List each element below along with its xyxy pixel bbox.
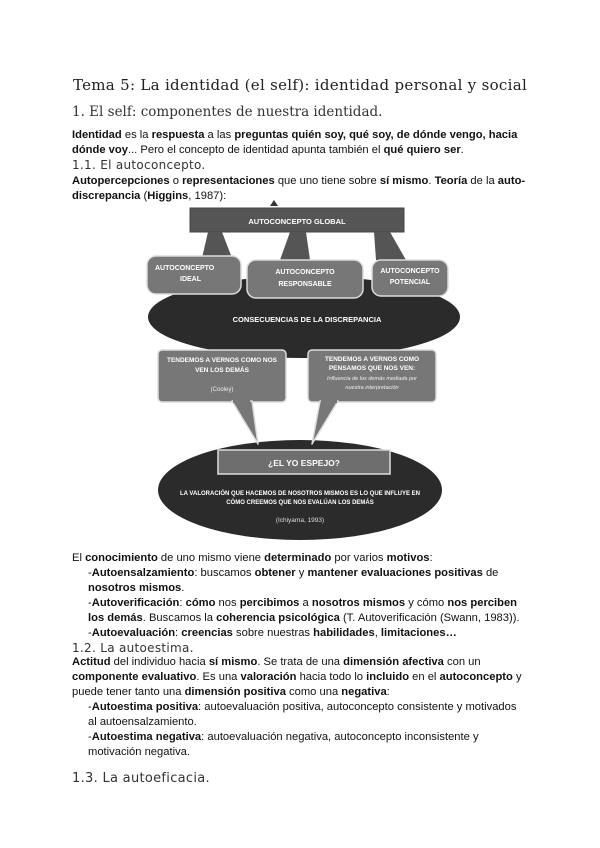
svg-text:(Ichiyama, 1993): (Ichiyama, 1993) (275, 517, 325, 524)
svg-text:Influencia de los demás mediad: Influencia de los demás mediada por (327, 376, 417, 382)
svg-text:AUTOCONCEPTO: AUTOCONCEPTO (155, 265, 215, 272)
discrepancy-diagram (140, 200, 460, 545)
subheading-autoeficacia: 1.3. La autoeficacia. (72, 771, 210, 786)
text-line: El conocimiento de uno mismo viene determinado por varios motivos: (72, 552, 433, 564)
consequences-label: CONSECUENCIAS DE LA DISCREPANCIA (232, 315, 382, 324)
box-potencial (372, 260, 448, 296)
text-line: Identidad es la respuesta a las preguntas quién soy, qué soy, de dónde vengo, hacia dónde voy... Pero el concepto de identidad apunta también el qué quiero ser. (72, 129, 518, 156)
svg-text:CÓMO CREEMOS QUE NOS EVALÚAN L: CÓMO CREEMOS QUE NOS EVALÚAN LOS DEMÁS (226, 500, 374, 506)
svg-text:IDEAL: IDEAL (180, 276, 201, 283)
text-line: -Autoestima negativa: autoevaluación negativa, autoconcepto inconsistente y motivación negativa. (88, 731, 479, 758)
svg-text:nuestra interpretación: nuestra interpretación (345, 385, 399, 391)
connector-left (202, 232, 232, 258)
svg-text:POTENCIAL: POTENCIAL (389, 279, 431, 286)
global-label: AUTOCONCEPTO GLOBAL (248, 217, 346, 226)
text-line: Actitud del individuo hacia sí mismo. Se trata de una dimensión afectiva con un componente evaluativo. Es una valoración hacia todo lo incluido en el autoconcepto y puede tener tanto una dimensión positiva como una negativa: (72, 656, 522, 698)
arrow-icon (270, 200, 278, 206)
svg-text:AUTOCONCEPTO: AUTOCONCEPTO (275, 269, 335, 276)
svg-text:¿EL YO ESPEJO?: ¿EL YO ESPEJO? (268, 458, 340, 468)
text-line: -Autoevaluación: creencias sobre nuestras habilidades, limitaciones… (88, 627, 457, 639)
box-ideal (147, 256, 241, 294)
svg-text:PENSAMOS QUE NOS VEN:: PENSAMOS QUE NOS VEN: (328, 365, 416, 372)
svg-text:TENDEMOS A VERNOS COMO: TENDEMOS A VERNOS COMO (324, 356, 420, 363)
paragraph-conocimiento (72, 551, 528, 566)
svg-text:VEN LOS DEMÁS: VEN LOS DEMÁS (195, 367, 249, 374)
text-line: -Autoverificación: cómo nos percibimos a nosotros mismos y cómo nos perciben los demás. Buscamos la coherencia psicológica (T. Autoverificación (Swann, 1983)). (88, 597, 520, 624)
svg-text:TENDEMOS A VERNOS COMO NOS: TENDEMOS A VERNOS COMO NOS (166, 357, 278, 364)
svg-text:AUTOCONCEPTO: AUTOCONCEPTO (380, 268, 440, 275)
subheading-autoconcepto: 1.1. El autoconcepto. (72, 158, 206, 172)
svg-text:RESPONSABLE: RESPONSABLE (278, 281, 332, 288)
svg-text:(Cooley): (Cooley) (210, 387, 234, 393)
paragraph-actitud (72, 655, 528, 700)
page-title: Tema 5: La identidad (el self): identidad personal y social (72, 76, 528, 94)
text-line: -Autoestima positiva: autoevaluación positiva, autoconcepto consistente y motivados al autoensalzamiento. (88, 701, 517, 728)
list-motivos (88, 566, 528, 641)
connector-mid (280, 232, 310, 260)
connector-right (374, 232, 406, 260)
list-autoestima (88, 700, 528, 760)
subheading-autoestima: 1.2. La autoestima. (72, 641, 194, 655)
box-responsable (247, 260, 363, 298)
text-line: Autopercepciones o representaciones que uno tiene sobre sí mismo. Teoría de la auto-discrepancia (Higgins, 1987): (72, 175, 526, 202)
paragraph-identidad (72, 128, 528, 158)
svg-text:LA VALORACIÓN QUE HACEMOS DE N: LA VALORACIÓN QUE HACEMOS DE NOSOTROS MISMOS ES LO QUE INFLUYE EN (179, 491, 421, 497)
text-line: -Autoensalzamiento: buscamos obtener y mantener evaluaciones positivas de nosotros mismos. (88, 567, 499, 594)
section-heading-1: 1. El self: componentes de nuestra identidad. (72, 104, 383, 120)
